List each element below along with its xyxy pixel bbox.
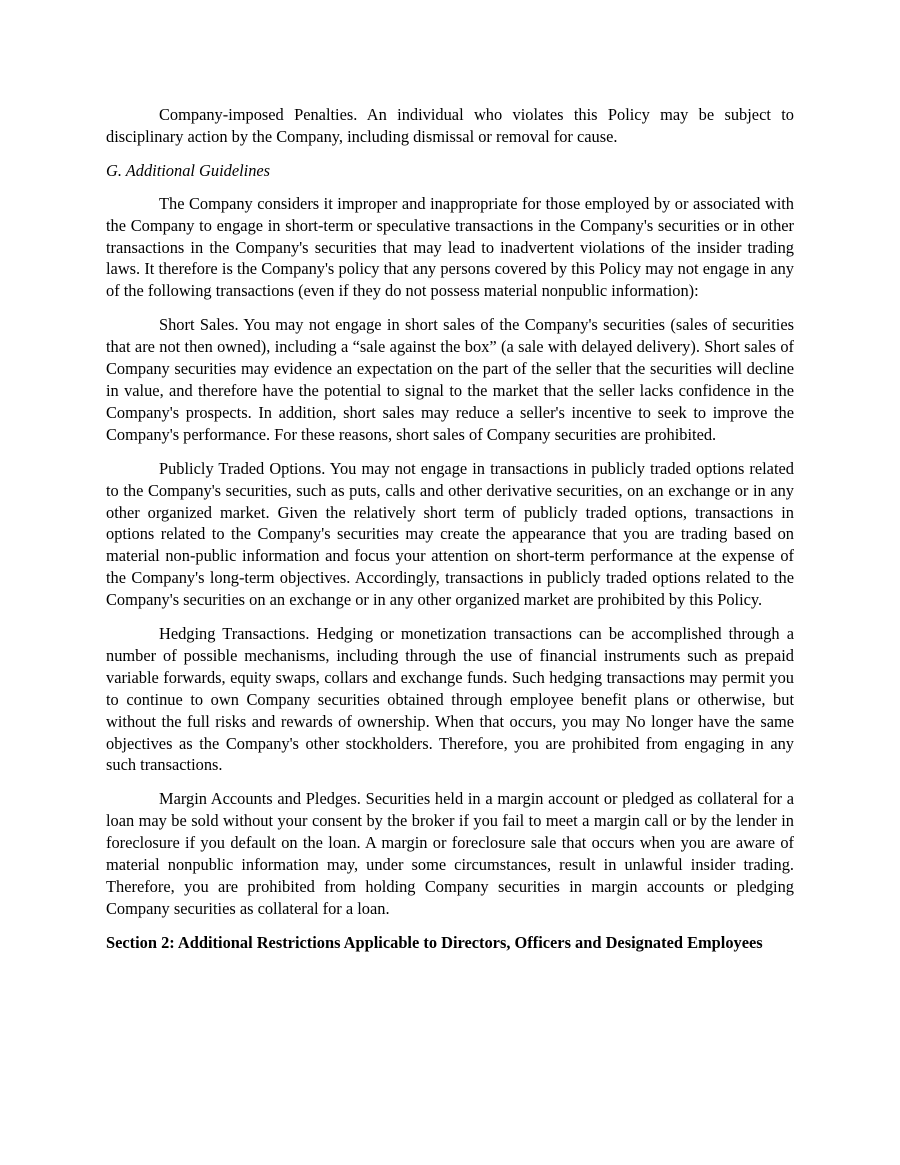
short-sales-paragraph: Short Sales. You may not engage in short sales of the Company's securities (sales of securities that are not then owned), including a “sale against the box” (a sale with delayed delivery). Short sales of Company securities may evidence an expectation on the part of the seller that the securities will decline in value, and therefore have the potential to signal to the market that the seller lacks confidence in the Company's prospects. In addition, short sales may reduce a seller's incentive to seek to improve the Company's performance. For these reasons, short sales of Company securities are prohibited.: [106, 315, 794, 444]
additional-guidelines-heading: G. Additional Guidelines: [106, 160, 271, 180]
publicly-traded-options-paragraph: Publicly Traded Options. You may not engage in transactions in publicly traded options related to the Company's securities, such as puts, calls and other derivative securities, on an exchange or in any other organized market. Given the relatively short term of publicly traded options, transactions in options related to the Company's securities may create the appearance that you are trading based on material non-public information and focus your attention on short-term performance at the expense of the Company's long-term objectives. Accordingly, transactions in publicly traded options related to the Company's securities on an exchange or in any other organized market are prohibited by this Policy.: [106, 458, 794, 610]
hedging-transactions-paragraph: Hedging Transactions. Hedging or monetization transactions can be accomplished through a number of possible mechanisms, including through the use of financial instruments such as prepaid variable forwards, equity swaps, collars and exchange funds. Such hedging transactions may permit you to continue to own Company securities obtained through employee benefit plans or otherwise, but without the full risks and rewards of ownership. When that occurs, you may No longer have the same objectives as the Company's other stockholders. Therefore, you are prohibited from engaging in any such transactions.: [106, 624, 794, 775]
margin-accounts-paragraph: Margin Accounts and Pledges. Securities held in a margin account or pledged as collateral for a loan may be sold without your consent by the broker if you fail to meet a margin call or by the lender in foreclosure if you default on the loan. A margin or foreclosure sale that occurs when you are aware of material nonpublic information may, under some circumstances, result in unlawful insider trading. Therefore, you are prohibited from holding Company securities in margin accounts or pledging Company securities as collateral for a loan.: [106, 789, 794, 918]
penalties-paragraph: Company-imposed Penalties. An individual who violates this Policy may be subject to disciplinary action by the Company, including dismissal or removal for cause.: [106, 105, 794, 146]
guidelines-intro-paragraph: The Company considers it improper and inappropriate for those employed by or associated with the Company to engage in short-term or speculative transactions in the Company's securities or in other transactions in the Company's securities that may lead to inadvertent violations of the insider trading laws. It therefore is the Company's policy that any persons covered by this Policy may not engage in any of the following transactions (even if they do not possess material nonpublic information):: [106, 193, 794, 301]
document-page: [106, 104, 794, 954]
section-2-heading: Section 2: Additional Restrictions Applicable to Directors, Officers and Designated Employees: [106, 932, 763, 952]
